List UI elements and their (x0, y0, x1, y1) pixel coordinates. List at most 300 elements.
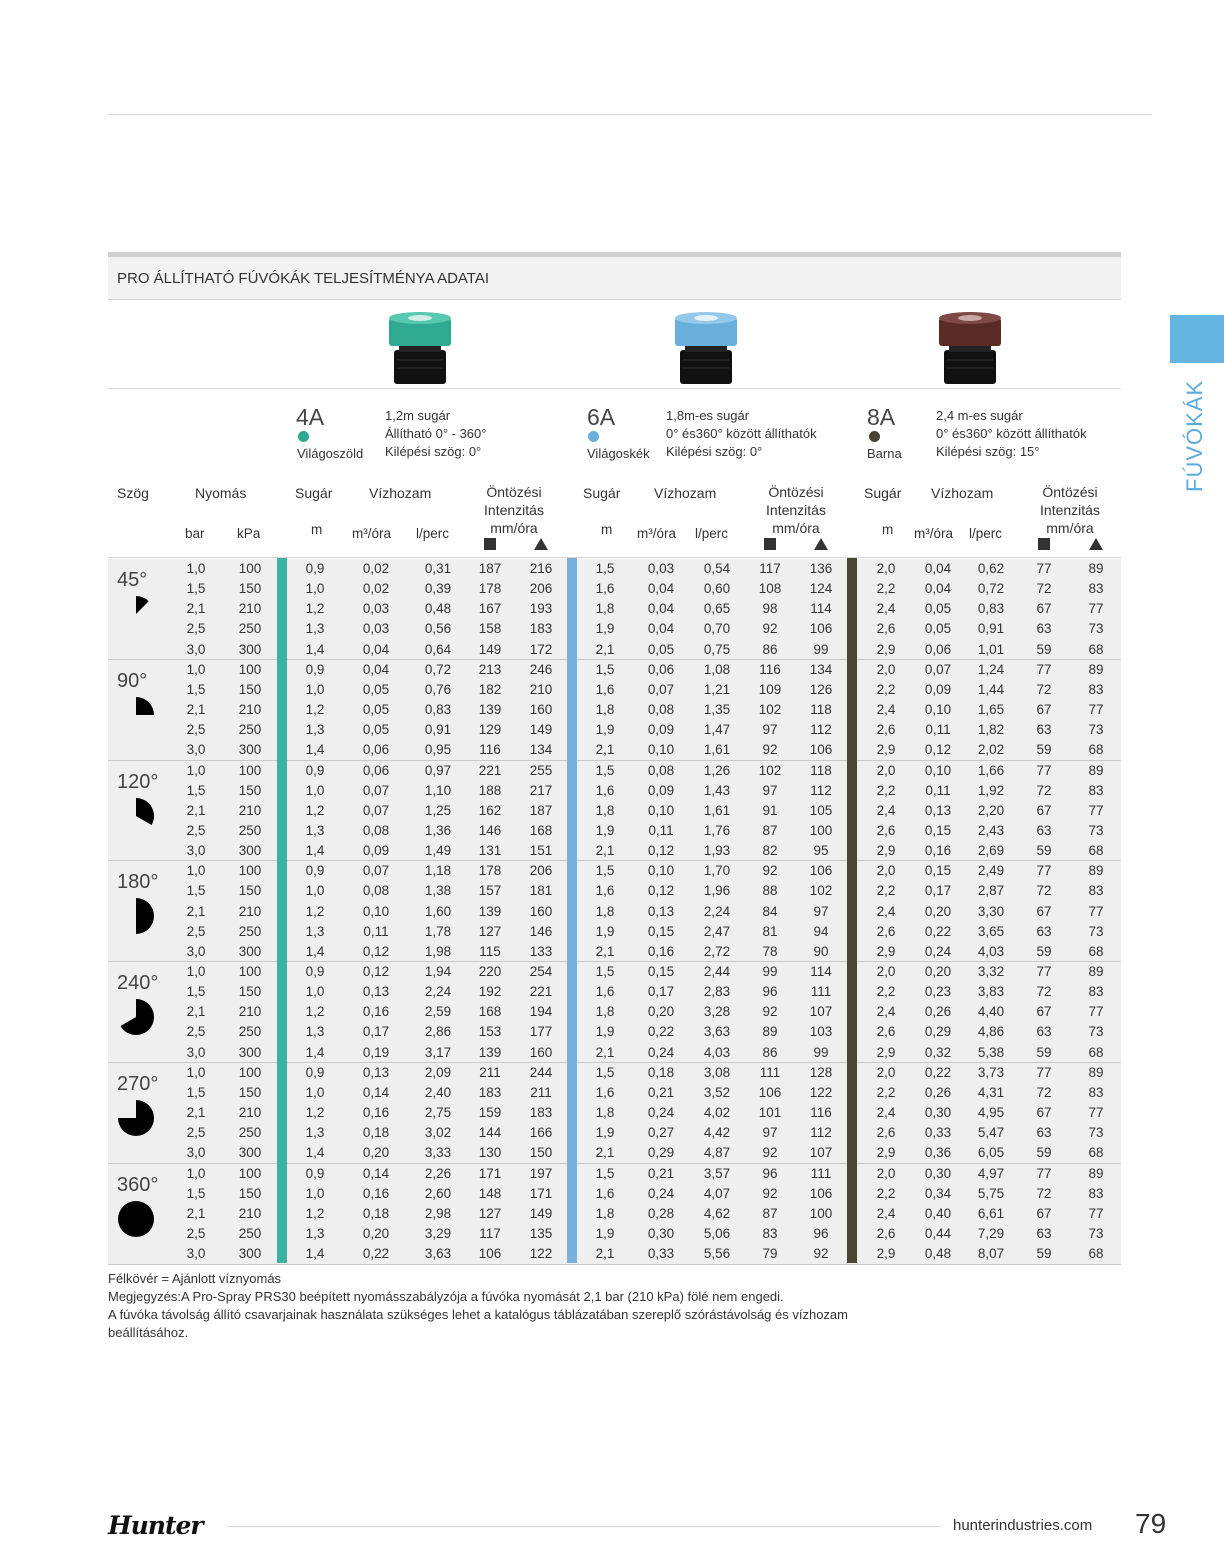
table-cell: 100 (809, 1205, 833, 1221)
table-cell: 2,83 (703, 984, 731, 1000)
header-rule (108, 299, 1121, 300)
table-cell: 2,1 (595, 742, 615, 758)
table-cell: 1,82 (977, 722, 1005, 738)
table-cell: 2,72 (703, 943, 731, 959)
table-cell: 103 (809, 1024, 833, 1040)
table-cell: 192 (478, 984, 502, 1000)
table-cell: 4,62 (703, 1205, 731, 1221)
table-cell: 0,09 (924, 681, 952, 697)
table-cell: 2,2 (876, 1084, 896, 1100)
cell-bar: 1,5 (186, 984, 206, 1000)
table-cell: 2,24 (424, 984, 452, 1000)
table-cell: 0,40 (924, 1205, 952, 1221)
table-cell: 77 (1036, 762, 1052, 778)
table-cell: 111 (810, 984, 832, 1000)
table-cell: 2,4 (876, 702, 896, 718)
table-cell: 0,22 (924, 923, 952, 939)
table-cell: 72 (1036, 681, 1052, 697)
table-cell: 77 (1036, 1064, 1052, 1080)
table-cell: 107 (809, 1145, 833, 1161)
table-cell: 2,4 (876, 1205, 896, 1221)
table-cell: 246 (529, 661, 553, 677)
nozzle-4a-radius: 1,2m sugár (385, 408, 451, 423)
cell-bar: 1,5 (186, 581, 206, 597)
table-cell: 1,8 (595, 1004, 615, 1020)
cell-kpa: 300 (238, 742, 262, 758)
table-cell: 0,06 (362, 742, 390, 758)
table-cell: 1,08 (703, 661, 731, 677)
table-cell: 2,44 (703, 964, 731, 979)
header-lpm-6a: l/perc (695, 526, 729, 541)
table-cell: 97 (762, 1125, 778, 1141)
table-cell: 79 (762, 1246, 778, 1262)
footer-url[interactable]: hunterindustries.com (953, 1517, 1093, 1534)
header-intensity-8a (1020, 483, 1120, 537)
table-cell: 206 (529, 863, 553, 879)
cell-kpa: 100 (238, 863, 262, 879)
table-cell: 81 (762, 923, 778, 939)
table-cell: 1,9 (595, 1024, 615, 1040)
header-lpm-8a: l/perc (969, 526, 1003, 541)
table-cell: 73 (1088, 1024, 1104, 1040)
table-cell: 106 (758, 1084, 782, 1100)
table-cell: 5,75 (977, 1185, 1005, 1201)
table-cell: 254 (529, 964, 553, 979)
cell-bar: 1,0 (186, 762, 206, 778)
table-cell: 73 (1088, 822, 1104, 838)
table-cell: 87 (762, 822, 778, 838)
table-cell: 106 (809, 742, 833, 758)
table-cell: 83 (1088, 681, 1104, 697)
table-cell: 0,64 (424, 641, 452, 657)
cell-bar: 1,5 (186, 1084, 206, 1100)
table-cell: 3,33 (424, 1145, 452, 1161)
table-cell: 2,75 (424, 1105, 452, 1121)
table-cell: 97 (762, 782, 778, 798)
table-cell: 0,20 (647, 1004, 675, 1020)
table-cell: 0,06 (647, 661, 675, 677)
table-cell: 1,4 (305, 843, 325, 859)
cell-kpa: 150 (238, 1084, 262, 1100)
cell-kpa: 250 (238, 1125, 262, 1141)
table-cell: 94 (813, 923, 829, 939)
table-cell: 0,16 (362, 1185, 390, 1201)
arc-pattern-icon (117, 696, 155, 734)
table-cell: 73 (1088, 621, 1104, 637)
table-cell: 116 (479, 742, 501, 758)
table-cell: 0,04 (647, 601, 675, 617)
table-cell: 98 (762, 601, 778, 617)
table-cell: 171 (529, 1185, 553, 1201)
table-cell: 1,47 (703, 722, 731, 738)
header-angle: Szög (117, 485, 149, 501)
table-cell: 0,17 (362, 1024, 390, 1040)
table-cell: 91 (762, 802, 778, 818)
table-cell: 0,29 (924, 1024, 952, 1040)
table-cell: 2,26 (424, 1165, 452, 1181)
table-cell: 139 (478, 702, 502, 718)
table-cell: 1,0 (305, 1185, 325, 1201)
table-cell: 0,18 (647, 1064, 675, 1080)
table-cell: 0,39 (424, 581, 452, 597)
table-cell: 160 (529, 1044, 553, 1060)
table-cell: 2,9 (876, 742, 896, 758)
nozzle-6a-model: 6A (587, 404, 616, 430)
table-cell: 0,13 (647, 903, 675, 919)
table-cell: 1,4 (305, 1145, 325, 1161)
table-cell: 0,20 (362, 1225, 390, 1241)
table-cell: 1,2 (305, 601, 325, 617)
table-cell: 122 (809, 1084, 833, 1100)
table-cell: 151 (529, 843, 553, 859)
table-cell: 5,06 (703, 1225, 731, 1241)
table-cell: 1,9 (595, 1125, 615, 1141)
cell-kpa: 300 (238, 1044, 262, 1060)
table-cell: 2,6 (876, 1125, 896, 1141)
table-cell: 2,1 (595, 1044, 615, 1060)
table-cell: 2,6 (876, 923, 896, 939)
table-cell: 0,15 (924, 863, 952, 879)
table-cell: 0,16 (647, 943, 675, 959)
table-cell: 2,1 (595, 1145, 615, 1161)
table-cell: 171 (478, 1165, 502, 1181)
header-intensity-2-4a: Intenzitás (484, 502, 544, 518)
table-cell: 1,8 (595, 802, 615, 818)
table-cell: 3,73 (977, 1064, 1005, 1080)
table-cell: 1,9 (595, 1225, 615, 1241)
table-cell: 117 (759, 561, 781, 576)
cell-bar: 1,5 (186, 1185, 206, 1201)
cell-kpa: 210 (238, 802, 262, 818)
cell-bar: 2,5 (186, 923, 206, 939)
cell-kpa: 210 (238, 1205, 262, 1221)
table-cell: 77 (1036, 661, 1052, 677)
table-cell: 5,38 (977, 1044, 1005, 1060)
table-cell: 1,49 (424, 843, 452, 859)
table-cell: 90 (813, 943, 829, 959)
table-cell: 63 (1036, 621, 1052, 637)
table-cell: 3,08 (703, 1064, 731, 1080)
table-cell: 1,70 (703, 863, 731, 879)
table-cell: 1,0 (305, 1084, 325, 1100)
nozzle-4a-description (385, 407, 486, 461)
table-cell: 83 (1088, 782, 1104, 798)
table-cell: 130 (478, 1145, 502, 1161)
table-cell: 106 (478, 1246, 502, 1262)
table-cell: 83 (1088, 581, 1104, 597)
table-cell: 0,05 (362, 702, 390, 718)
table-cell: 1,76 (703, 822, 731, 838)
table-cell: 127 (478, 923, 502, 939)
table-cell: 1,8 (595, 601, 615, 617)
header-flow-4a: Vízhozam (369, 485, 432, 501)
table-cell: 0,03 (647, 561, 675, 576)
arc-angle-label: 45° (117, 569, 148, 591)
table-cell: 72 (1036, 1084, 1052, 1100)
table-cell: 0,54 (703, 561, 731, 576)
header-intensity-1-6a: Öntözési (768, 484, 824, 500)
table-cell: 1,2 (305, 702, 325, 718)
table-cell: 99 (813, 1044, 829, 1060)
table-cell: 99 (762, 964, 778, 979)
table-cell: 0,32 (924, 1044, 952, 1060)
cell-kpa: 210 (238, 903, 262, 919)
header-intensity-4a (464, 483, 564, 537)
table-cell: 1,6 (595, 1084, 615, 1100)
table-cell: 2,9 (876, 943, 896, 959)
table-cell: 6,61 (977, 1205, 1005, 1221)
image-rule (108, 388, 1121, 389)
table-cell: 72 (1036, 1185, 1052, 1201)
table-cell: 89 (1088, 762, 1104, 778)
cell-bar: 3,0 (186, 943, 206, 959)
table-cell: 3,63 (703, 1024, 731, 1040)
table-cell: 0,12 (647, 883, 675, 899)
table-cell: 168 (478, 1004, 502, 1020)
table-cell: 1,78 (424, 923, 452, 939)
cell-kpa: 250 (238, 722, 262, 738)
nozzle-8a-radius: 2,4 m-es sugár (936, 408, 1023, 423)
table-cell: 1,0 (305, 581, 325, 597)
table-cell: 2,6 (876, 722, 896, 738)
table-cell: 129 (478, 722, 502, 738)
table-cell: 77 (1088, 802, 1104, 818)
table-cell: 2,9 (876, 641, 896, 657)
table-cell: 77 (1036, 1165, 1052, 1181)
cell-bar: 1,5 (186, 782, 206, 798)
table-cell: 99 (813, 641, 829, 657)
table-cell: 0,10 (924, 762, 952, 778)
table-cell: 1,8 (595, 1105, 615, 1121)
table-cell: 0,11 (363, 923, 389, 939)
table-cell: 3,17 (424, 1044, 452, 1060)
table-cell: 0,15 (647, 923, 675, 939)
table-cell: 2,1 (595, 1246, 615, 1262)
table-cell: 77 (1088, 702, 1104, 718)
table-cell: 77 (1088, 903, 1104, 919)
table-cell: 187 (478, 561, 502, 576)
table-cell: 1,4 (305, 1246, 325, 1262)
table-cell: 2,0 (876, 561, 896, 576)
arc-pattern-icon (117, 998, 155, 1036)
table-cell: 59 (1036, 1044, 1052, 1060)
table-cell: 0,15 (924, 822, 952, 838)
square-spacing-icon-4a (484, 538, 496, 550)
table-cell: 82 (762, 843, 778, 859)
table-cell: 159 (478, 1105, 502, 1121)
header-radius-4a: Sugár (295, 485, 333, 501)
cell-kpa: 100 (238, 1064, 262, 1080)
table-cell: 101 (758, 1105, 782, 1121)
nozzle-4a-trajectory: Kilépési szög: 0° (385, 444, 482, 459)
table-cell: 0,22 (647, 1024, 675, 1040)
table-cell: 1,3 (305, 722, 325, 738)
table-cell: 0,11 (648, 822, 674, 838)
table-cell: 1,01 (977, 641, 1005, 657)
table-cell: 102 (758, 762, 782, 778)
table-cell: 126 (809, 681, 833, 697)
table-cell: 92 (762, 1145, 778, 1161)
header-intensity-1-4a: Öntözési (486, 484, 542, 500)
table-cell: 2,09 (424, 1064, 452, 1080)
header-intensity-3-4a: mm/óra (490, 520, 538, 536)
table-cell: 0,10 (647, 742, 675, 758)
table-cell: 2,6 (876, 621, 896, 637)
table-cell: 0,04 (362, 661, 390, 677)
cell-kpa: 250 (238, 822, 262, 838)
table-cell: 73 (1088, 923, 1104, 939)
table-cell: 2,49 (977, 863, 1005, 879)
table-cell: 92 (762, 1004, 778, 1020)
nozzle-8a-color-dot (869, 431, 880, 442)
table-cell: 2,2 (876, 984, 896, 1000)
cell-bar: 1,5 (186, 681, 206, 697)
table-cell: 149 (529, 722, 553, 738)
table-cell: 4,07 (703, 1185, 731, 1201)
table-cell: 1,3 (305, 923, 325, 939)
table-cell: 0,22 (924, 1064, 952, 1080)
table-cell: 83 (1088, 984, 1104, 1000)
table-cell: 0,24 (924, 943, 952, 959)
table-cell: 77 (1088, 1105, 1104, 1121)
footnote-bold: Félkövér = Ajánlott víznyomás (108, 1271, 282, 1286)
table-cell: 1,3 (305, 1024, 325, 1040)
table-cell: 0,30 (924, 1165, 952, 1181)
table-cell: 149 (529, 1205, 553, 1221)
table-cell: 1,6 (595, 1185, 615, 1201)
table-cell: 77 (1088, 601, 1104, 617)
header-m3h-4a: m³/óra (352, 526, 392, 541)
table-cell: 0,17 (647, 984, 675, 1000)
table-cell: 96 (762, 1165, 778, 1181)
table-cell: 211 (530, 1084, 552, 1100)
table-cell: 0,72 (424, 661, 452, 677)
table-cell: 0,34 (924, 1185, 952, 1201)
table-cell: 114 (810, 601, 832, 617)
table-cell: 220 (478, 964, 502, 979)
table-cell: 1,61 (703, 742, 731, 758)
nozzle-6a-trajectory: Kilépési szög: 0° (666, 444, 763, 459)
table-cell: 178 (478, 863, 502, 879)
table-cell: 2,1 (595, 943, 615, 959)
table-cell: 5,56 (703, 1246, 731, 1262)
table-cell: 1,4 (305, 943, 325, 959)
table-cell: 1,24 (977, 661, 1005, 677)
table-cell: 1,6 (595, 782, 615, 798)
table-cell: 128 (809, 1064, 833, 1080)
table-cell: 216 (529, 561, 553, 576)
table-cell: 0,76 (424, 681, 452, 697)
table-cell: 1,44 (977, 681, 1005, 697)
table-cell: 116 (810, 1105, 832, 1121)
table-cell: 8,07 (977, 1246, 1005, 1262)
table-cell: 1,2 (305, 1105, 325, 1121)
table-cell: 102 (758, 702, 782, 718)
header-m-8a: m (882, 522, 894, 537)
table-cell: 183 (478, 1084, 502, 1100)
table-cell: 4,97 (977, 1165, 1005, 1181)
footnote-prs30: Megjegyzés:A Pro-Spray PRS30 beépített nyomásszabályzója a fúvóka nyomását 2,1 bar (210 kPa) fölé nem engedi. (108, 1289, 784, 1304)
footnotes (108, 1270, 848, 1342)
table-cell: 0,48 (924, 1246, 952, 1262)
table-cell: 160 (529, 903, 553, 919)
table-cell: 0,22 (362, 1246, 390, 1262)
table-cell: 2,6 (876, 1225, 896, 1241)
table-cell: 0,05 (362, 722, 390, 738)
table-cell: 1,6 (595, 581, 615, 597)
cell-kpa: 250 (238, 621, 262, 637)
table-cell: 72 (1036, 984, 1052, 1000)
table-cell: 157 (478, 883, 502, 899)
table-cell: 0,60 (703, 581, 731, 597)
table-cell: 1,3 (305, 1125, 325, 1141)
table-cell: 7,29 (977, 1225, 1005, 1241)
table-cell: 112 (810, 722, 832, 738)
table-cell: 83 (1088, 1084, 1104, 1100)
table-cell: 68 (1088, 1044, 1104, 1060)
square-spacing-icon-6a (764, 538, 776, 550)
table-cell: 1,8 (595, 903, 615, 919)
table-cell: 1,36 (424, 822, 452, 838)
triangle-spacing-icon-6a (814, 538, 828, 550)
table-cell: 0,04 (647, 581, 675, 597)
footnote-adjustment-cont: beállításához. (108, 1325, 189, 1340)
cell-bar: 2,1 (186, 702, 206, 718)
table-cell: 0,70 (703, 621, 731, 637)
table-cell: 0,08 (647, 702, 675, 718)
table-cell: 89 (1088, 1165, 1104, 1181)
cell-bar: 2,1 (186, 601, 206, 617)
table-cell: 0,07 (362, 802, 390, 818)
table-cell: 116 (759, 661, 781, 677)
header-radius-6a: Sugár (583, 485, 621, 501)
table-cell: 112 (810, 1125, 832, 1141)
table-cell: 97 (762, 722, 778, 738)
arc-angle-label: 120° (117, 770, 159, 793)
table-cell: 77 (1036, 964, 1052, 979)
cell-kpa: 300 (238, 943, 262, 959)
table-cell: 1,5 (595, 561, 615, 576)
cell-bar: 1,0 (186, 1165, 206, 1181)
table-cell: 78 (762, 943, 778, 959)
cell-bar: 3,0 (186, 1246, 206, 1262)
table-cell: 134 (529, 742, 553, 758)
table-cell: 0,02 (362, 561, 390, 576)
cell-bar: 3,0 (186, 641, 206, 657)
table-cell: 255 (529, 762, 553, 778)
table-cell: 1,35 (703, 702, 731, 718)
table-cell: 177 (529, 1024, 553, 1040)
table-cell: 1,66 (977, 762, 1005, 778)
nozzle-4a-image (387, 310, 453, 386)
table-cell: 63 (1036, 1225, 1052, 1241)
table-cell: 221 (529, 984, 553, 1000)
table-bottom-rule (108, 1264, 1121, 1265)
table-cell: 0,18 (362, 1125, 390, 1141)
cell-kpa: 210 (238, 601, 262, 617)
table-cell: 92 (813, 1246, 829, 1262)
table-cell: 0,36 (924, 1145, 952, 1161)
table-cell: 4,86 (977, 1024, 1005, 1040)
table-cell: 0,06 (924, 641, 952, 657)
table-cell: 111 (759, 1064, 781, 1080)
header-m-4a: m (311, 522, 323, 537)
table-cell: 4,03 (977, 943, 1005, 959)
arc-angle-label: 90° (117, 669, 148, 692)
cell-kpa: 150 (238, 984, 262, 1000)
table-cell: 92 (762, 742, 778, 758)
table-cell: 3,57 (703, 1165, 731, 1181)
